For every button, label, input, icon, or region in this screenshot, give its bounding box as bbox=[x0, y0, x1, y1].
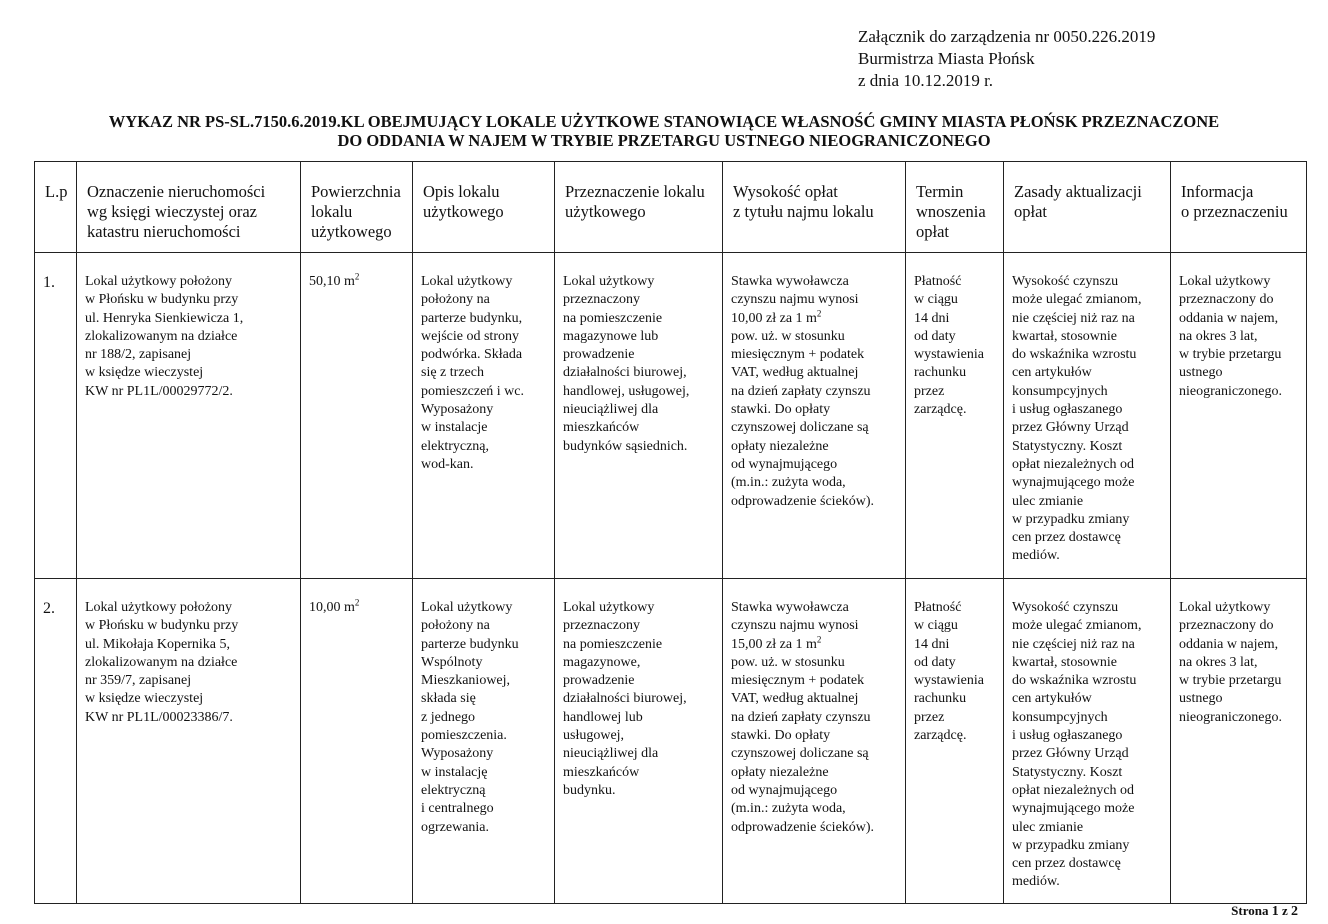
cell-line: kwartał, stosownie bbox=[1012, 328, 1117, 344]
header-text: lokalu bbox=[311, 202, 353, 221]
cell-line: mieszkańców bbox=[563, 764, 640, 780]
header-text: wnoszenia bbox=[916, 202, 986, 221]
cell-line: Statystyczny. Koszt bbox=[1012, 438, 1123, 454]
cell-line: mediów. bbox=[1012, 874, 1060, 890]
cell-line: ulec zmianie bbox=[1012, 493, 1084, 509]
cell-line: magazynowe, bbox=[563, 654, 641, 670]
cell-line: w instalacje bbox=[421, 420, 488, 436]
cell-line: Wysokość czynszu bbox=[1012, 600, 1119, 615]
cell-line: elektryczną, bbox=[421, 438, 490, 454]
cell-line: Mieszkaniowej, bbox=[421, 673, 511, 689]
cell-line: miesięcznym + podatek bbox=[731, 347, 865, 363]
cell-line: handlowej, usługowej, bbox=[563, 383, 690, 399]
cell-powierzchnia bbox=[301, 579, 413, 904]
title-line-1: WYKAZ NR PS-SL.7150.6.2019.KL OBEJMUJĄCY LOKALE UŻYTKOWE STANOWIĄCE WŁASNOŚĆ GMINY MIASTA PŁOŃSK PRZEZNACZONE bbox=[108, 112, 1220, 131]
cell-line: ogrzewania. bbox=[421, 819, 490, 835]
cell-line: w Płońsku w budynku przy bbox=[85, 618, 239, 634]
fee-line: Stawka wywoławcza bbox=[731, 274, 849, 289]
cell-line: nieograniczonego. bbox=[1179, 709, 1283, 725]
cell-line: parterze budynku bbox=[421, 636, 519, 652]
cell-line: przez Główny Urząd bbox=[1012, 420, 1129, 436]
header-text: wg księgi wieczystej oraz bbox=[87, 202, 257, 221]
fee-exponent: 2 bbox=[816, 307, 822, 318]
cell-line: przez Główny Urząd bbox=[1012, 746, 1129, 762]
cell-line: wynajmującego może bbox=[1012, 475, 1135, 491]
cell-line: wystawienia bbox=[914, 673, 984, 689]
header-text: użytkowego bbox=[423, 202, 504, 221]
premises-table bbox=[34, 161, 1307, 904]
header-text: Oznaczenie nieruchomości bbox=[87, 182, 266, 201]
cell-line: opłaty niezależne bbox=[731, 764, 829, 780]
cell-line: nr 188/2, zapisanej bbox=[85, 347, 192, 363]
cell-informacja bbox=[1171, 253, 1307, 579]
cell-line: nieograniczonego. bbox=[1179, 383, 1283, 399]
cell-line: Statystyczny. Koszt bbox=[1012, 764, 1123, 780]
attachment-header bbox=[858, 26, 1155, 92]
cell-line: kwartał, stosownie bbox=[1012, 654, 1117, 670]
cell-powierzchnia bbox=[301, 253, 413, 579]
fee-line: czynszu najmu wynosi bbox=[731, 618, 859, 634]
cell-line: na dzień zapłaty czynszu bbox=[731, 383, 871, 399]
cell-line: ustnego bbox=[1179, 365, 1223, 381]
cell-line: zarządcę. bbox=[914, 402, 967, 418]
cell-line: 14 dni bbox=[914, 636, 950, 652]
cell-line: z jednego bbox=[421, 709, 476, 725]
cell-line: pomieszczeń i wc. bbox=[421, 383, 525, 399]
cell-line: opłaty niezależne bbox=[731, 438, 829, 454]
cell-line: Lokal użytkowy bbox=[563, 274, 655, 289]
header-line-2: Burmistrza Miasta Płońsk bbox=[858, 49, 1035, 68]
area-number: 50,10 m bbox=[309, 274, 355, 289]
header-text: Termin bbox=[916, 182, 964, 201]
cell-line: Płatność bbox=[914, 274, 962, 289]
table-header-row bbox=[35, 162, 1307, 253]
cell-line: Lokal użytkowy bbox=[421, 274, 513, 289]
cell-termin bbox=[906, 579, 1004, 904]
cell-przeznaczenie bbox=[555, 253, 723, 579]
cell-line: pow. uż. w stosunku bbox=[731, 654, 845, 670]
cell-line: stawki. Do opłaty bbox=[731, 728, 831, 744]
header-text: opłat bbox=[1014, 202, 1047, 221]
header-powierzchnia bbox=[301, 162, 413, 253]
cell-line: przez bbox=[914, 383, 945, 399]
document-title bbox=[0, 112, 1328, 150]
header-oplaty bbox=[723, 162, 906, 253]
cell-termin bbox=[906, 253, 1004, 579]
cell-line: ul. Henryka Sienkiewicza 1, bbox=[85, 310, 244, 326]
header-oznaczenie bbox=[77, 162, 301, 253]
cell-line: i usług ogłaszanego bbox=[1012, 402, 1123, 418]
cell-line: handlowej lub bbox=[563, 709, 643, 725]
cell-line: w instalację bbox=[421, 764, 488, 780]
cell-line: VAT, według aktualnej bbox=[731, 365, 859, 381]
header-opis bbox=[413, 162, 555, 253]
cell-line: rachunku bbox=[914, 691, 967, 707]
cell-line: na pomieszczenie bbox=[563, 636, 663, 652]
cell-line: może ulegać zmianom, bbox=[1012, 618, 1142, 634]
cell-line: Wspólnoty bbox=[421, 654, 483, 670]
title-line-2: DO ODDANIA W NAJEM W TRYBIE PRZETARGU USTNEGO NIEOGRANICZONEGO bbox=[337, 131, 991, 150]
cell-line: w księdze wieczystej bbox=[85, 365, 204, 381]
cell-line: ustnego bbox=[1179, 691, 1223, 707]
cell-line: (m.in.: zużyta woda, bbox=[731, 801, 846, 817]
cell-line: stawki. Do opłaty bbox=[731, 402, 831, 418]
cell-line: działalności biurowej, bbox=[563, 691, 687, 707]
header-text: Powierzchnia bbox=[311, 182, 401, 201]
cell-line: opłat niezależnych od bbox=[1012, 456, 1135, 472]
cell-line: cen artykułów bbox=[1012, 365, 1092, 381]
cell-line: składa się bbox=[421, 691, 476, 707]
cell-oznaczenie bbox=[77, 253, 301, 579]
cell-line: KW nr PL1L/00023386/7. bbox=[85, 709, 233, 725]
cell-line: odprowadzenie ścieków). bbox=[731, 819, 875, 835]
cell-line: przeznaczony do bbox=[1179, 292, 1274, 308]
cell-line: wejście od strony bbox=[421, 328, 519, 344]
cell-line: przeznaczony do bbox=[1179, 618, 1274, 634]
cell-line: usługowej, bbox=[563, 728, 625, 744]
cell-line: zlokalizowanym na działce bbox=[85, 654, 238, 670]
cell-line: nieuciążliwej dla bbox=[563, 402, 659, 418]
cell-line: cen przez dostawcę bbox=[1012, 856, 1121, 872]
cell-line: przeznaczony bbox=[563, 618, 640, 634]
fee-amount-text: 10,00 zł za 1 m bbox=[731, 310, 817, 326]
header-informacja bbox=[1171, 162, 1307, 253]
header-line-3: z dnia 10.12.2019 r. bbox=[858, 71, 994, 90]
table-row bbox=[35, 253, 1307, 579]
page-current: 1 bbox=[1271, 904, 1279, 919]
cell-line: od wynajmującego bbox=[731, 782, 838, 798]
cell-line: prowadzenie bbox=[563, 347, 635, 363]
cell-line: rachunku bbox=[914, 365, 967, 381]
header-text: użytkowego bbox=[565, 202, 646, 221]
cell-line: wystawienia bbox=[914, 347, 984, 363]
cell-line: (m.in.: zużyta woda, bbox=[731, 475, 846, 491]
cell-line: cen artykułów bbox=[1012, 691, 1092, 707]
cell-line: w ciągu bbox=[914, 618, 958, 634]
header-text: Opis lokalu bbox=[423, 182, 500, 201]
cell-line: od daty bbox=[914, 328, 956, 344]
cell-opis bbox=[413, 579, 555, 904]
cell-line: i usług ogłaszanego bbox=[1012, 728, 1123, 744]
cell-line: pow. uż. w stosunku bbox=[731, 328, 845, 344]
cell-line: od wynajmującego bbox=[731, 456, 838, 472]
cell-line: czynszowej doliczane są bbox=[731, 746, 869, 762]
cell-line: od daty bbox=[914, 654, 956, 670]
area-number: 10,00 m bbox=[309, 600, 355, 615]
cell-zasady bbox=[1004, 253, 1171, 579]
header-text: katastru nieruchomości bbox=[87, 222, 241, 241]
header-text: opłat bbox=[916, 222, 949, 241]
fee-amount bbox=[731, 307, 901, 328]
header-lp bbox=[35, 162, 77, 253]
fee-exponent: 2 bbox=[816, 633, 822, 644]
cell-line: ul. Mikołaja Kopernika 5, bbox=[85, 636, 231, 652]
cell-line: w ciągu bbox=[914, 292, 958, 308]
header-text: Informacja bbox=[1181, 182, 1254, 201]
cell-line: i centralnego bbox=[421, 801, 494, 817]
cell-line: przeznaczony bbox=[563, 292, 640, 308]
header-text: o przeznaczeniu bbox=[1181, 202, 1288, 221]
cell-line: Lokal użytkowy bbox=[563, 600, 655, 615]
cell-line: oddania w najem, bbox=[1179, 310, 1279, 326]
header-zasady bbox=[1004, 162, 1171, 253]
area-exponent: 2 bbox=[354, 597, 360, 608]
cell-line: Wyposażony bbox=[421, 402, 494, 418]
header-line-1: Załącznik do zarządzenia nr 0050.226.2019 bbox=[858, 27, 1156, 46]
cell-informacja bbox=[1171, 579, 1307, 904]
cell-line: ulec zmianie bbox=[1012, 819, 1084, 835]
cell-line: do wskaźnika wzrostu bbox=[1012, 347, 1137, 363]
cell-lp: 1. bbox=[35, 253, 77, 579]
header-przeznaczenie bbox=[555, 162, 723, 253]
cell-line: KW nr PL1L/00029772/2. bbox=[85, 383, 233, 399]
cell-line: prowadzenie bbox=[563, 673, 635, 689]
cell-line: w księdze wieczystej bbox=[85, 691, 204, 707]
cell-line: nie częściej niż raz na bbox=[1012, 310, 1135, 326]
cell-line: Wysokość czynszu bbox=[1012, 274, 1119, 289]
cell-oznaczenie bbox=[77, 579, 301, 904]
header-text: Zasady aktualizacji bbox=[1014, 182, 1142, 201]
cell-line: zarządcę. bbox=[914, 728, 967, 744]
area-exponent: 2 bbox=[354, 271, 360, 282]
table-row bbox=[35, 579, 1307, 904]
cell-line: magazynowe lub bbox=[563, 328, 659, 344]
cell-line: 14 dni bbox=[914, 310, 950, 326]
cell-line: budynków sąsiednich. bbox=[563, 438, 688, 454]
cell-line: na pomieszczenie bbox=[563, 310, 663, 326]
cell-lp: 2. bbox=[35, 579, 77, 904]
cell-line: elektryczną bbox=[421, 782, 486, 798]
cell-line: Lokal użytkowy bbox=[421, 600, 513, 615]
header-text: L.p bbox=[45, 182, 68, 201]
cell-oplaty bbox=[723, 253, 906, 579]
header-text: Przeznaczenie lokalu bbox=[565, 182, 705, 201]
cell-line: do wskaźnika wzrostu bbox=[1012, 673, 1137, 689]
cell-line: czynszowej doliczane są bbox=[731, 420, 869, 436]
cell-line: Lokal użytkowy położony bbox=[85, 274, 232, 289]
page-total: 2 bbox=[1291, 904, 1298, 919]
page-label: Strona bbox=[1231, 903, 1269, 918]
cell-line: oddania w najem, bbox=[1179, 636, 1279, 652]
cell-line: na okres 3 lat, bbox=[1179, 654, 1258, 670]
cell-line: wod-kan. bbox=[421, 456, 474, 472]
cell-line: w trybie przetargu bbox=[1179, 673, 1282, 689]
cell-line: nr 359/7, zapisanej bbox=[85, 673, 192, 689]
cell-line: się z trzech bbox=[421, 365, 484, 381]
cell-line: położony na bbox=[421, 292, 490, 308]
page-number bbox=[1231, 903, 1298, 920]
fee-line: Stawka wywoławcza bbox=[731, 600, 849, 615]
cell-line: odprowadzenie ścieków). bbox=[731, 493, 875, 509]
cell-line: miesięcznym + podatek bbox=[731, 673, 865, 689]
cell-line: konsumpcyjnych bbox=[1012, 709, 1108, 725]
cell-line: w przypadku zmiany bbox=[1012, 511, 1130, 527]
cell-line: konsumpcyjnych bbox=[1012, 383, 1108, 399]
cell-opis bbox=[413, 253, 555, 579]
cell-line: opłat niezależnych od bbox=[1012, 782, 1135, 798]
cell-line: w przypadku zmiany bbox=[1012, 837, 1130, 853]
cell-line: przez bbox=[914, 709, 945, 725]
header-text: z tytułu najmu lokalu bbox=[733, 202, 874, 221]
cell-line: Lokal użytkowy bbox=[1179, 274, 1271, 289]
cell-line: zlokalizowanym na działce bbox=[85, 328, 238, 344]
cell-line: nieuciążliwej dla bbox=[563, 746, 659, 762]
cell-zasady bbox=[1004, 579, 1171, 904]
cell-line: podwórka. Składa bbox=[421, 347, 523, 363]
cell-line: na dzień zapłaty czynszu bbox=[731, 709, 871, 725]
fee-amount bbox=[731, 633, 901, 654]
cell-line: budynku. bbox=[563, 782, 616, 798]
cell-line: Lokal użytkowy położony bbox=[85, 600, 232, 615]
header-text: użytkowego bbox=[311, 222, 392, 241]
cell-line: w trybie przetargu bbox=[1179, 347, 1282, 363]
cell-line: wynajmującego może bbox=[1012, 801, 1135, 817]
fee-line: czynszu najmu wynosi bbox=[731, 292, 859, 308]
cell-line: VAT, według aktualnej bbox=[731, 691, 859, 707]
cell-line: może ulegać zmianom, bbox=[1012, 292, 1142, 308]
cell-line: działalności biurowej, bbox=[563, 365, 687, 381]
cell-line: mediów. bbox=[1012, 548, 1060, 564]
table-body bbox=[35, 253, 1307, 904]
cell-line: parterze budynku, bbox=[421, 310, 523, 326]
cell-line: pomieszczenia. bbox=[421, 728, 507, 744]
page-of: z bbox=[1281, 903, 1288, 918]
cell-line: Płatność bbox=[914, 600, 962, 615]
fee-amount-text: 15,00 zł za 1 m bbox=[731, 636, 817, 652]
area-value bbox=[309, 599, 408, 617]
cell-line: Lokal użytkowy bbox=[1179, 600, 1271, 615]
cell-line: Wyposażony bbox=[421, 746, 494, 762]
cell-przeznaczenie bbox=[555, 579, 723, 904]
header-termin bbox=[906, 162, 1004, 253]
cell-line: nie częściej niż raz na bbox=[1012, 636, 1135, 652]
cell-line: mieszkańców bbox=[563, 420, 640, 436]
cell-line: cen przez dostawcę bbox=[1012, 530, 1121, 546]
cell-line: położony na bbox=[421, 618, 490, 634]
cell-line: na okres 3 lat, bbox=[1179, 328, 1258, 344]
cell-line: w Płońsku w budynku przy bbox=[85, 292, 239, 308]
cell-oplaty bbox=[723, 579, 906, 904]
area-value bbox=[309, 273, 408, 291]
header-text: Wysokość opłat bbox=[733, 182, 838, 201]
